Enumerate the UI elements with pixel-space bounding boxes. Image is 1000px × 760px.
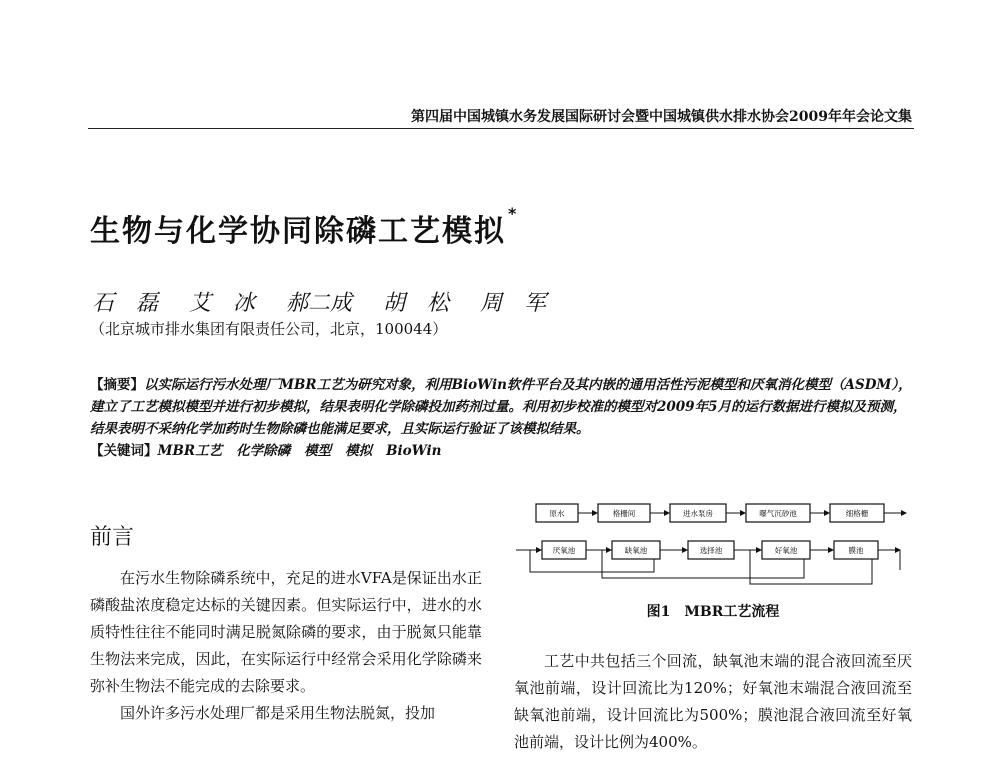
title-footnote-mark: * (508, 204, 519, 223)
flow-box-label: 选择池 (699, 546, 723, 555)
abstract-tag: 【摘要】 (90, 377, 144, 393)
abstract-block (90, 374, 912, 462)
flow-box-row2 (688, 541, 734, 559)
flow-box-label: 进水泵房 (683, 509, 713, 518)
figure-caption: 图1 MBR工艺流程 (646, 604, 780, 620)
flow-box-label: 曝气沉砂池 (759, 509, 797, 518)
affiliation: （北京城市排水集团有限责任公司，北京，100044） (90, 320, 448, 338)
flow-box-row2 (834, 541, 878, 559)
paragraph: 工艺中共包括三个回流，缺氧池末端的混合液回流至厌氧池前端，设计回流比为120%；好氧池末端混合液回流至缺氧池前端，设计回流比为500%；膜池混合液回流至好氧池前端，设计比例为400%。 (514, 652, 912, 751)
author: 周 军 (480, 291, 547, 316)
section-heading: 前言 (90, 525, 135, 550)
paper-title (90, 206, 518, 250)
paragraph: 在污水生物除磷系统中，充足的进水VFA是保证出水正磷酸盐浓度稳定达标的关键因素。但实际运行中，进水的水质特性往往不能同时满足脱氮除磷的要求，由于脱氮只能靠生物法来完成，因此，在实际运行中经常会采用化学除磷来弥补生物法不能完成的去除要求。 (90, 569, 482, 695)
flow-box-row2 (612, 541, 660, 559)
process-flow-figure (514, 492, 912, 592)
author: 郝二成 (286, 291, 353, 316)
keywords (90, 440, 912, 462)
keywords-tag: 【关键词】 (90, 443, 158, 459)
flow-box-row1 (670, 504, 726, 522)
flow-box-label: 缺氧池 (624, 546, 648, 555)
paragraph: 国外许多污水处理厂都是采用生物法脱氮，投加 (120, 704, 436, 722)
author-list (92, 286, 570, 317)
keyword: 模拟 (345, 443, 373, 459)
flow-box-row2 (762, 541, 810, 559)
keyword: 化学除磷 (236, 443, 291, 459)
author: 艾 冰 (189, 291, 256, 316)
abstract (90, 374, 912, 440)
flow-box-label: 膜池 (848, 546, 864, 555)
flow-box-row1 (598, 504, 650, 522)
keyword: 模型 (304, 443, 332, 459)
flow-box-label: 好氧池 (774, 546, 798, 555)
header-rule (88, 128, 914, 129)
flow-box-row1 (746, 504, 810, 522)
process-description (514, 648, 912, 756)
flow-box-label: 厌氧池 (552, 546, 576, 555)
abstract-text: 以实际运行污水处理厂MBR工艺为研究对象，利用BioWin软件平台及其内嵌的通用活性污泥模型和厌氧消化模型（ASDM），建立了工艺模拟模型并进行初步模拟，结果表明化学除磷投加药剂过量。利用初步校准的模型对2009年5月的运行数据进行模拟及预测，结果表明不采纳化学加药时生物除磷也能满足要求，且实际运行验证了该模拟结果。 (90, 377, 912, 437)
flow-box-row2 (542, 541, 586, 559)
running-header: 第四届中国城镇水务发展国际研讨会暨中国城镇供水排水协会2009年年会论文集 (411, 109, 912, 125)
author: 胡 松 (383, 291, 450, 316)
flow-box-row1 (536, 504, 578, 522)
flow-box-label: 格栅间 (612, 509, 636, 518)
flow-box-label: 细格栅 (845, 509, 869, 518)
keyword: BioWin (386, 443, 442, 459)
paper-title-text: 生物与化学协同除磷工艺模拟 (90, 214, 506, 249)
author: 石 磊 (92, 291, 159, 316)
intro-body (90, 565, 482, 727)
keyword: MBR工艺 (157, 443, 223, 459)
flow-box-label: 原水 (549, 509, 565, 518)
flow-box-row1 (830, 504, 884, 522)
